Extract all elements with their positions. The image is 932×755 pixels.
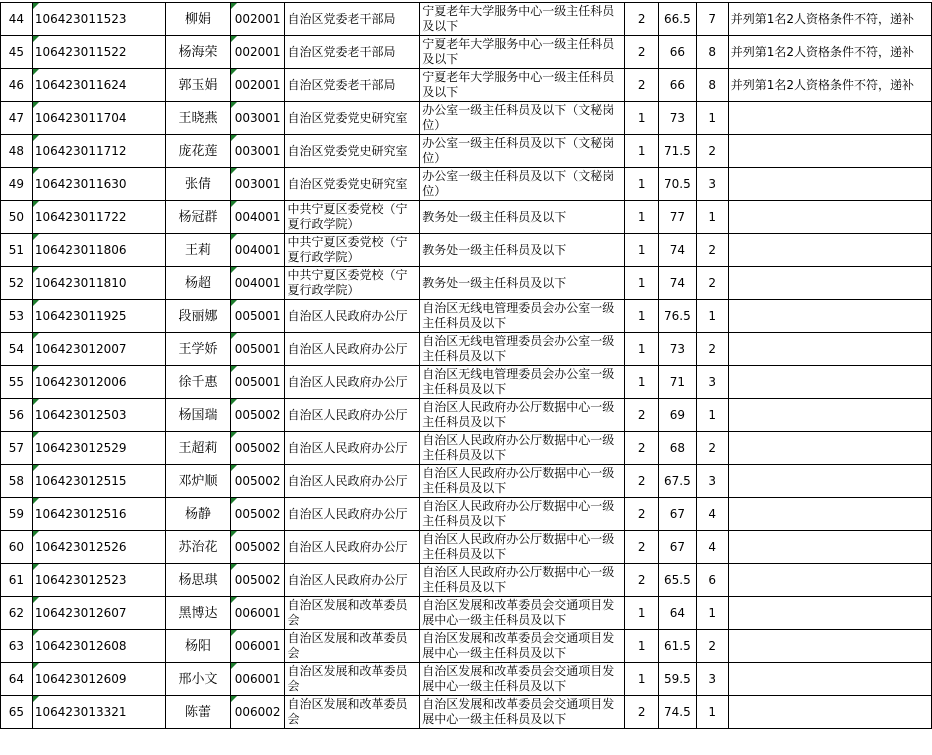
exam-id-cell: 106423012007	[32, 333, 165, 366]
position-code-cell: 005002	[230, 399, 285, 432]
candidate-name-cell: 王超莉	[166, 432, 231, 465]
table-row	[1, 399, 932, 432]
table-row	[1, 267, 932, 300]
exam-id-cell: 106423012516	[32, 498, 165, 531]
rank-cell: 1	[696, 696, 728, 729]
position-name-cell: 自治区人民政府办公厅数据中心一级主任科员及以下	[420, 498, 625, 531]
score-cell: 66	[659, 36, 696, 69]
score-cell: 68	[659, 432, 696, 465]
table-row	[1, 498, 932, 531]
table-row	[1, 3, 932, 36]
candidate-name-cell: 杨冠群	[166, 201, 231, 234]
department-cell: 自治区人民政府办公厅	[285, 333, 420, 366]
exam-id-cell: 106423012609	[32, 663, 165, 696]
department-cell: 自治区人民政府办公厅	[285, 399, 420, 432]
exam-id-cell: 106423012523	[32, 564, 165, 597]
department-cell: 自治区发展和改革委员会	[285, 597, 420, 630]
position-name-cell: 教务处一级主任科员及以下	[420, 234, 625, 267]
table-row	[1, 696, 932, 729]
table-row	[1, 432, 932, 465]
position-name-cell: 宁夏老年大学服务中心一级主任科员及以下	[420, 3, 625, 36]
position-name-cell: 自治区发展和改革委员会交通项目发展中心一级主任科员及以下	[420, 696, 625, 729]
hiring-count-cell: 1	[625, 234, 659, 267]
position-name-cell: 宁夏老年大学服务中心一级主任科员及以下	[420, 69, 625, 102]
position-name-cell: 办公室一级主任科员及以下（文秘岗位）	[420, 168, 625, 201]
department-cell: 自治区人民政府办公厅	[285, 432, 420, 465]
remarks-cell	[728, 366, 931, 399]
exam-id-cell: 106423012607	[32, 597, 165, 630]
seq-number-cell: 44	[1, 3, 33, 36]
remarks-cell	[728, 663, 931, 696]
candidate-name-cell: 柳娟	[166, 3, 231, 36]
remarks-cell	[728, 102, 931, 135]
seq-number-cell: 53	[1, 300, 33, 333]
department-cell: 自治区党委老干部局	[285, 3, 420, 36]
exam-id-cell: 106423012526	[32, 531, 165, 564]
table-row	[1, 201, 932, 234]
table-row	[1, 663, 932, 696]
hiring-count-cell: 2	[625, 498, 659, 531]
table-row	[1, 135, 932, 168]
position-code-cell: 005002	[230, 432, 285, 465]
position-name-cell: 自治区人民政府办公厅数据中心一级主任科员及以下	[420, 465, 625, 498]
position-code-cell: 005002	[230, 531, 285, 564]
position-code-cell: 003001	[230, 168, 285, 201]
exam-id-cell: 106423011624	[32, 69, 165, 102]
hiring-count-cell: 1	[625, 597, 659, 630]
table-row	[1, 465, 932, 498]
score-cell: 71.5	[659, 135, 696, 168]
exam-id-cell: 106423011522	[32, 36, 165, 69]
position-name-cell: 自治区人民政府办公厅数据中心一级主任科员及以下	[420, 564, 625, 597]
remarks-cell	[728, 399, 931, 432]
hiring-count-cell: 2	[625, 465, 659, 498]
position-name-cell: 自治区发展和改革委员会交通项目发展中心一级主任科员及以下	[420, 597, 625, 630]
department-cell: 中共宁夏区委党校（宁夏行政学院）	[285, 201, 420, 234]
position-code-cell: 006001	[230, 597, 285, 630]
exam-id-cell: 106423012515	[32, 465, 165, 498]
seq-number-cell: 55	[1, 366, 33, 399]
rank-cell: 2	[696, 135, 728, 168]
position-name-cell: 办公室一级主任科员及以下（文秘岗位）	[420, 102, 625, 135]
hiring-count-cell: 1	[625, 201, 659, 234]
department-cell: 自治区发展和改革委员会	[285, 663, 420, 696]
score-cell: 67	[659, 531, 696, 564]
rank-cell: 4	[696, 498, 728, 531]
score-cell: 74.5	[659, 696, 696, 729]
position-name-cell: 自治区发展和改革委员会交通项目发展中心一级主任科员及以下	[420, 630, 625, 663]
position-code-cell: 003001	[230, 102, 285, 135]
exam-id-cell: 106423012529	[32, 432, 165, 465]
seq-number-cell: 52	[1, 267, 33, 300]
position-code-cell: 005001	[230, 333, 285, 366]
candidate-name-cell: 杨国瑞	[166, 399, 231, 432]
position-name-cell: 自治区无线电管理委员会办公室一级主任科员及以下	[420, 300, 625, 333]
candidate-name-cell: 张倩	[166, 168, 231, 201]
score-cell: 77	[659, 201, 696, 234]
table-row	[1, 630, 932, 663]
table-row	[1, 102, 932, 135]
rank-cell: 3	[696, 168, 728, 201]
exam-id-cell: 106423011712	[32, 135, 165, 168]
seq-number-cell: 54	[1, 333, 33, 366]
seq-number-cell: 62	[1, 597, 33, 630]
candidate-name-cell: 邢小文	[166, 663, 231, 696]
hiring-count-cell: 2	[625, 36, 659, 69]
hiring-count-cell: 1	[625, 267, 659, 300]
score-cell: 67.5	[659, 465, 696, 498]
rank-cell: 1	[696, 102, 728, 135]
score-cell: 66	[659, 69, 696, 102]
position-name-cell: 自治区无线电管理委员会办公室一级主任科员及以下	[420, 366, 625, 399]
hiring-count-cell: 2	[625, 696, 659, 729]
candidate-name-cell: 邓炉顺	[166, 465, 231, 498]
department-cell: 自治区党委老干部局	[285, 69, 420, 102]
position-code-cell: 002001	[230, 3, 285, 36]
position-code-cell: 004001	[230, 267, 285, 300]
hiring-count-cell: 2	[625, 3, 659, 36]
remarks-cell	[728, 300, 931, 333]
exam-id-cell: 106423011630	[32, 168, 165, 201]
department-cell: 自治区人民政府办公厅	[285, 300, 420, 333]
candidate-name-cell: 王学娇	[166, 333, 231, 366]
candidate-name-cell: 黑博达	[166, 597, 231, 630]
department-cell: 自治区发展和改革委员会	[285, 630, 420, 663]
department-cell: 自治区党委党史研究室	[285, 168, 420, 201]
remarks-cell	[728, 531, 931, 564]
candidate-name-cell: 王晓燕	[166, 102, 231, 135]
score-cell: 64	[659, 597, 696, 630]
rank-cell: 7	[696, 3, 728, 36]
exam-id-cell: 106423011925	[32, 300, 165, 333]
position-name-cell: 自治区无线电管理委员会办公室一级主任科员及以下	[420, 333, 625, 366]
seq-number-cell: 64	[1, 663, 33, 696]
seq-number-cell: 61	[1, 564, 33, 597]
seq-number-cell: 65	[1, 696, 33, 729]
rank-cell: 1	[696, 399, 728, 432]
score-cell: 73	[659, 333, 696, 366]
table-row	[1, 531, 932, 564]
department-cell: 自治区党委党史研究室	[285, 135, 420, 168]
exam-id-cell: 106423013321	[32, 696, 165, 729]
position-code-cell: 006001	[230, 663, 285, 696]
exam-id-cell: 106423011704	[32, 102, 165, 135]
table-row	[1, 69, 932, 102]
rank-cell: 4	[696, 531, 728, 564]
department-cell: 自治区发展和改革委员会	[285, 696, 420, 729]
score-cell: 74	[659, 234, 696, 267]
remarks-cell	[728, 168, 931, 201]
exam-id-cell: 106423011806	[32, 234, 165, 267]
seq-number-cell: 57	[1, 432, 33, 465]
position-name-cell: 教务处一级主任科员及以下	[420, 267, 625, 300]
exam-id-cell: 106423011523	[32, 3, 165, 36]
department-cell: 自治区人民政府办公厅	[285, 564, 420, 597]
score-cell: 70.5	[659, 168, 696, 201]
table-row	[1, 564, 932, 597]
candidate-name-cell: 陈蕾	[166, 696, 231, 729]
remarks-cell	[728, 135, 931, 168]
remarks-cell: 并列第1名2人资格条件不符，递补	[728, 69, 931, 102]
seq-number-cell: 51	[1, 234, 33, 267]
score-cell: 67	[659, 498, 696, 531]
position-name-cell: 自治区人民政府办公厅数据中心一级主任科员及以下	[420, 531, 625, 564]
table-row	[1, 366, 932, 399]
position-code-cell: 002001	[230, 69, 285, 102]
hiring-count-cell: 2	[625, 432, 659, 465]
position-code-cell: 005002	[230, 465, 285, 498]
candidate-name-cell: 段丽娜	[166, 300, 231, 333]
table-row	[1, 597, 932, 630]
hiring-count-cell: 2	[625, 399, 659, 432]
remarks-cell: 并列第1名2人资格条件不符，递补	[728, 36, 931, 69]
hiring-count-cell: 1	[625, 168, 659, 201]
seq-number-cell: 48	[1, 135, 33, 168]
seq-number-cell: 58	[1, 465, 33, 498]
table-row	[1, 234, 932, 267]
department-cell: 自治区人民政府办公厅	[285, 531, 420, 564]
table-row	[1, 36, 932, 69]
remarks-cell: 并列第1名2人资格条件不符，递补	[728, 3, 931, 36]
position-name-cell: 办公室一级主任科员及以下（文秘岗位）	[420, 135, 625, 168]
seq-number-cell: 56	[1, 399, 33, 432]
seq-number-cell: 60	[1, 531, 33, 564]
exam-id-cell: 106423011722	[32, 201, 165, 234]
hiring-count-cell: 2	[625, 564, 659, 597]
position-code-cell: 002001	[230, 36, 285, 69]
rank-cell: 1	[696, 201, 728, 234]
position-code-cell: 004001	[230, 201, 285, 234]
rank-cell: 3	[696, 465, 728, 498]
score-cell: 73	[659, 102, 696, 135]
remarks-cell	[728, 267, 931, 300]
position-name-cell: 自治区发展和改革委员会交通项目发展中心一级主任科员及以下	[420, 663, 625, 696]
candidate-name-cell: 庞花莲	[166, 135, 231, 168]
rank-cell: 3	[696, 366, 728, 399]
table-row	[1, 168, 932, 201]
rank-cell: 6	[696, 564, 728, 597]
position-name-cell: 宁夏老年大学服务中心一级主任科员及以下	[420, 36, 625, 69]
department-cell: 中共宁夏区委党校（宁夏行政学院）	[285, 234, 420, 267]
rank-cell: 8	[696, 69, 728, 102]
rank-cell: 2	[696, 432, 728, 465]
seq-number-cell: 46	[1, 69, 33, 102]
candidate-name-cell: 杨思琪	[166, 564, 231, 597]
position-name-cell: 教务处一级主任科员及以下	[420, 201, 625, 234]
department-cell: 自治区人民政府办公厅	[285, 366, 420, 399]
hiring-count-cell: 1	[625, 366, 659, 399]
rank-cell: 1	[696, 300, 728, 333]
hiring-count-cell: 1	[625, 102, 659, 135]
department-cell: 自治区人民政府办公厅	[285, 465, 420, 498]
rank-cell: 2	[696, 267, 728, 300]
score-cell: 66.5	[659, 3, 696, 36]
hiring-count-cell: 1	[625, 135, 659, 168]
rank-cell: 3	[696, 663, 728, 696]
rank-cell: 2	[696, 630, 728, 663]
position-code-cell: 005002	[230, 498, 285, 531]
candidate-name-cell: 郭玉娟	[166, 69, 231, 102]
exam-id-cell: 106423011810	[32, 267, 165, 300]
hiring-count-cell: 2	[625, 531, 659, 564]
department-cell: 自治区党委老干部局	[285, 36, 420, 69]
score-cell: 74	[659, 267, 696, 300]
position-code-cell: 006002	[230, 696, 285, 729]
department-cell: 自治区党委党史研究室	[285, 102, 420, 135]
remarks-cell	[728, 201, 931, 234]
hiring-count-cell: 2	[625, 69, 659, 102]
candidate-name-cell: 杨阳	[166, 630, 231, 663]
exam-id-cell: 106423012608	[32, 630, 165, 663]
remarks-cell	[728, 630, 931, 663]
score-cell: 71	[659, 366, 696, 399]
seq-number-cell: 49	[1, 168, 33, 201]
seq-number-cell: 59	[1, 498, 33, 531]
remarks-cell	[728, 498, 931, 531]
seq-number-cell: 47	[1, 102, 33, 135]
table-row	[1, 333, 932, 366]
results-table	[0, 2, 932, 729]
remarks-cell	[728, 432, 931, 465]
position-code-cell: 005002	[230, 564, 285, 597]
remarks-cell	[728, 465, 931, 498]
rank-cell: 2	[696, 333, 728, 366]
position-code-cell: 006001	[230, 630, 285, 663]
hiring-count-cell: 1	[625, 663, 659, 696]
department-cell: 中共宁夏区委党校（宁夏行政学院）	[285, 267, 420, 300]
score-cell: 65.5	[659, 564, 696, 597]
hiring-count-cell: 1	[625, 300, 659, 333]
exam-id-cell: 106423012006	[32, 366, 165, 399]
score-cell: 61.5	[659, 630, 696, 663]
candidate-name-cell: 王莉	[166, 234, 231, 267]
candidate-name-cell: 徐千惠	[166, 366, 231, 399]
remarks-cell	[728, 333, 931, 366]
score-cell: 76.5	[659, 300, 696, 333]
seq-number-cell: 63	[1, 630, 33, 663]
score-cell: 69	[659, 399, 696, 432]
remarks-cell	[728, 597, 931, 630]
seq-number-cell: 50	[1, 201, 33, 234]
hiring-count-cell: 1	[625, 630, 659, 663]
rank-cell: 8	[696, 36, 728, 69]
position-code-cell: 005001	[230, 366, 285, 399]
exam-id-cell: 106423012503	[32, 399, 165, 432]
position-name-cell: 自治区人民政府办公厅数据中心一级主任科员及以下	[420, 432, 625, 465]
rank-cell: 2	[696, 234, 728, 267]
position-code-cell: 003001	[230, 135, 285, 168]
candidate-name-cell: 杨海荣	[166, 36, 231, 69]
seq-number-cell: 45	[1, 36, 33, 69]
remarks-cell	[728, 696, 931, 729]
department-cell: 自治区人民政府办公厅	[285, 498, 420, 531]
position-code-cell: 005001	[230, 300, 285, 333]
remarks-cell	[728, 564, 931, 597]
candidate-name-cell: 杨超	[166, 267, 231, 300]
position-code-cell: 004001	[230, 234, 285, 267]
candidate-name-cell: 苏治花	[166, 531, 231, 564]
remarks-cell	[728, 234, 931, 267]
score-cell: 59.5	[659, 663, 696, 696]
hiring-count-cell: 1	[625, 333, 659, 366]
position-name-cell: 自治区人民政府办公厅数据中心一级主任科员及以下	[420, 399, 625, 432]
candidate-name-cell: 杨静	[166, 498, 231, 531]
table-row	[1, 300, 932, 333]
rank-cell: 1	[696, 597, 728, 630]
